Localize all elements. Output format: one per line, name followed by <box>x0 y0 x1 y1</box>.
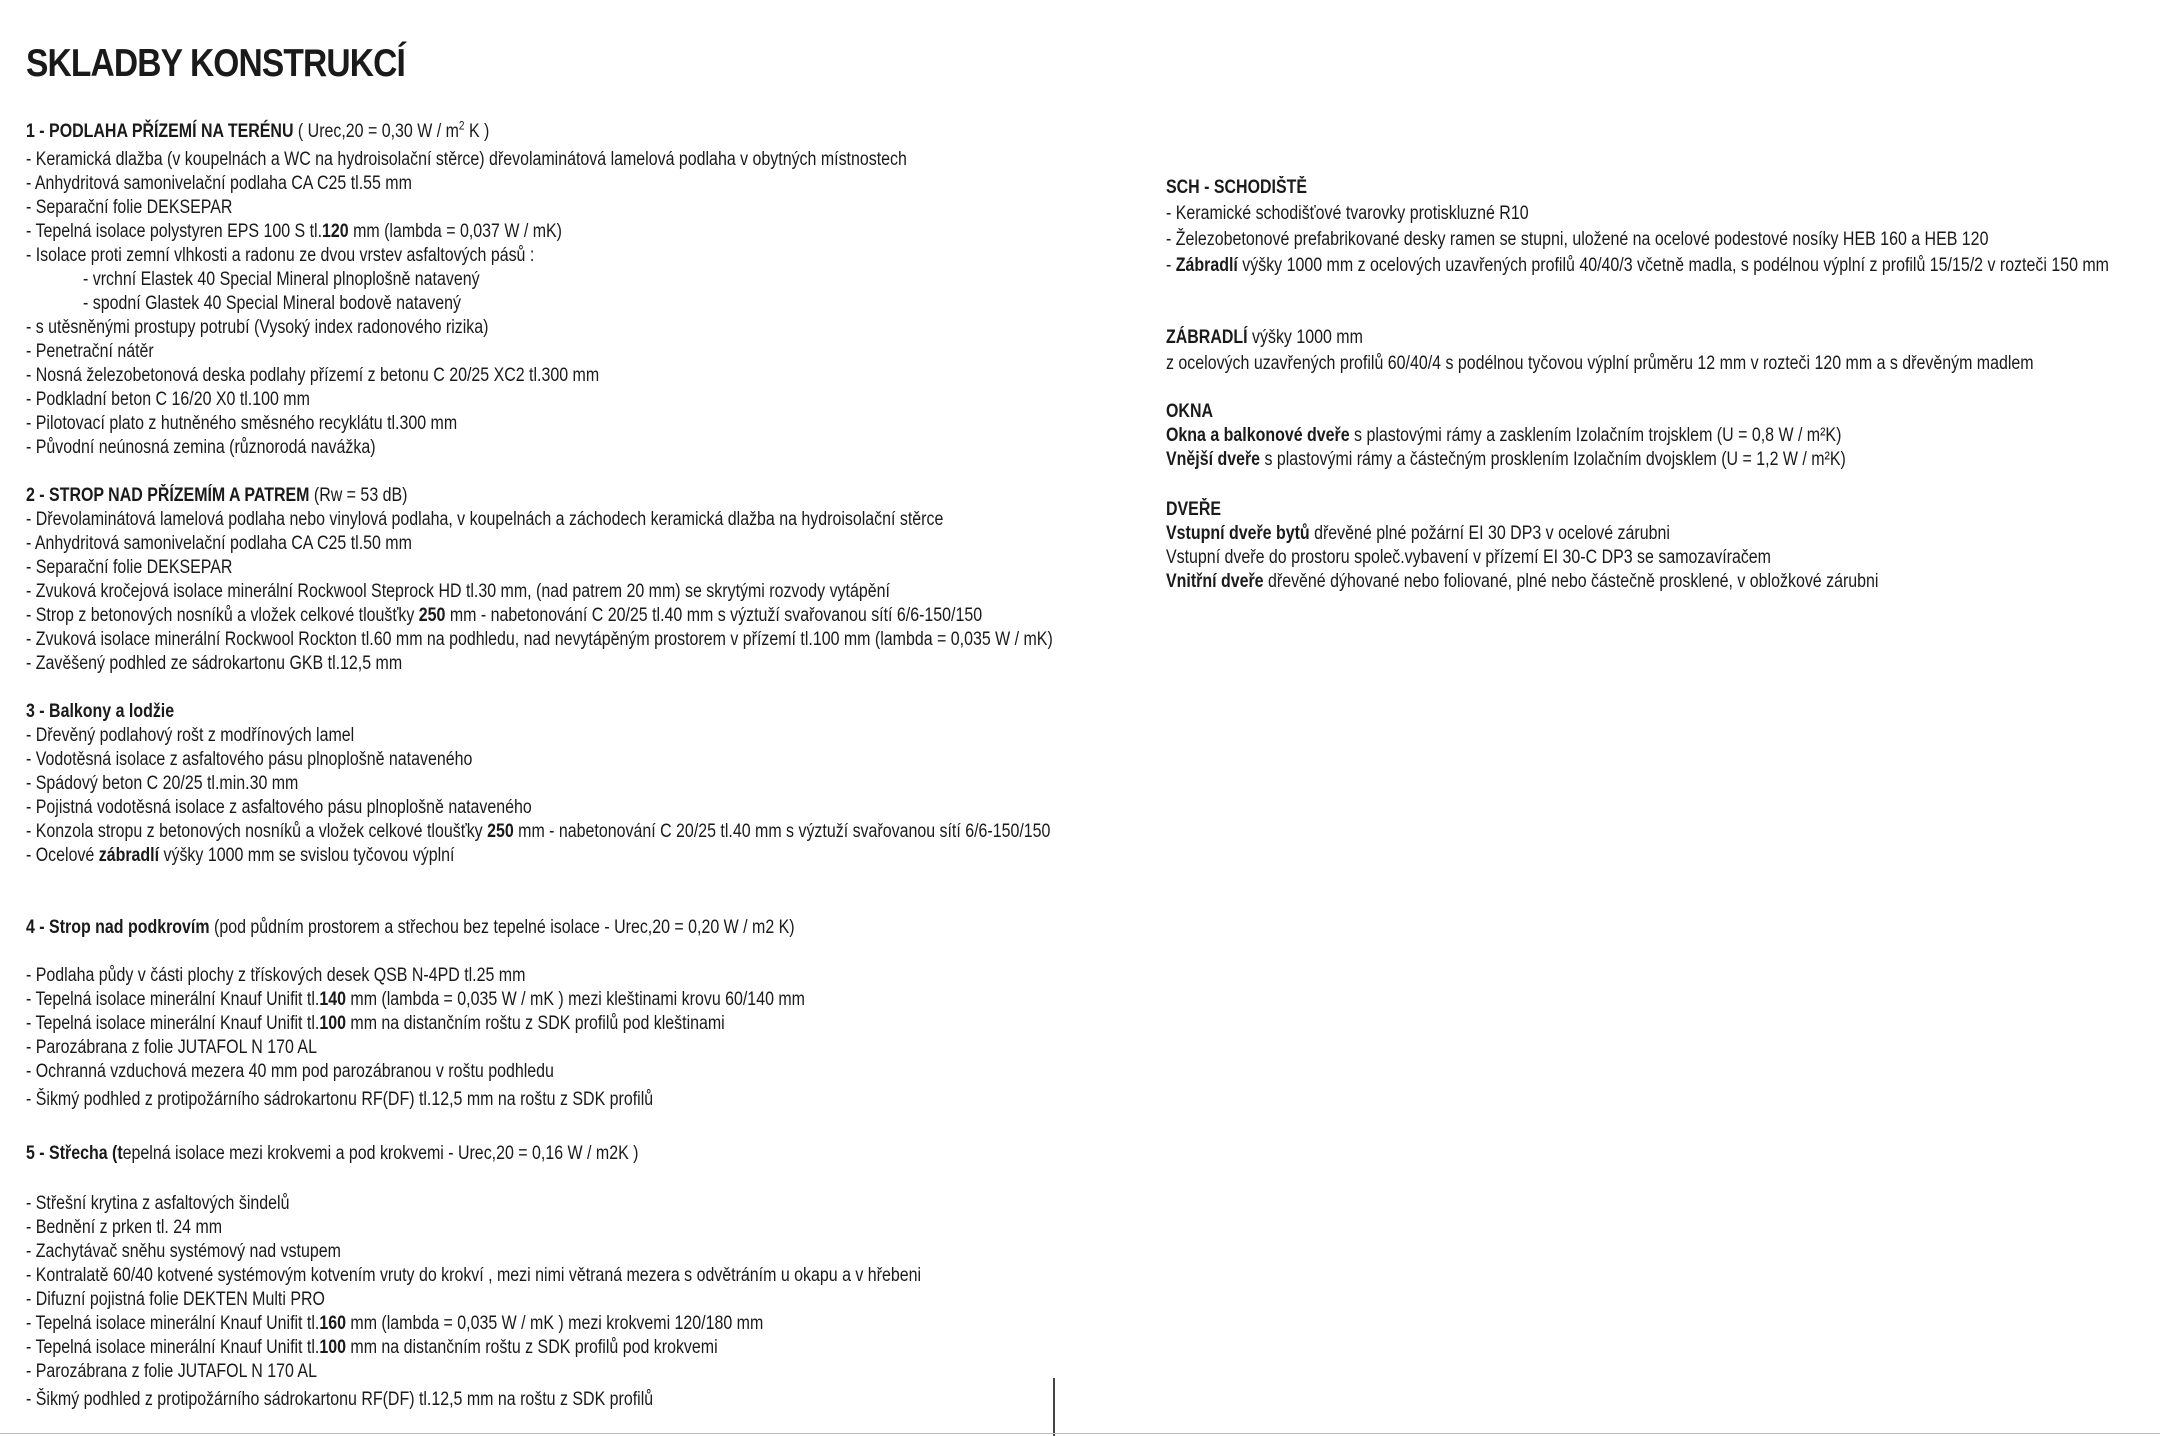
spec-line <box>26 316 488 340</box>
bold-text: 250 <box>418 605 446 626</box>
text-run: výšky 1000 mm <box>1247 327 1363 348</box>
spec-line <box>26 412 457 436</box>
spec-line <box>26 1060 554 1084</box>
spec-line <box>26 1388 653 1412</box>
text-run: K ) <box>464 121 490 142</box>
spec-line <box>26 1012 725 1036</box>
spec-line-right <box>1166 570 1878 594</box>
text-run: (pod půdním prostorem a střechou bez tepelné isolace - Urec,20 = 0,20 W / m2 K) <box>209 917 795 938</box>
bold-text: Okna a balkonové dveře <box>1166 425 1350 446</box>
spec-line <box>26 1240 341 1264</box>
spec-line <box>26 1216 222 1240</box>
text-run: mm - nabetonování C 20/25 tl.40 mm s výztuží svařovanou sítí 6/6-150/150 <box>513 821 1051 842</box>
spec-line <box>26 820 1050 844</box>
text-run: mm na distančním roštu z SDK profilů pod krokvemi <box>345 1337 718 1358</box>
bold-text: Vnější dveře <box>1166 449 1261 470</box>
spec-line <box>26 1360 317 1384</box>
text-run: - Bednění z prken tl. 24 mm <box>26 1217 223 1238</box>
spec-line <box>26 796 532 820</box>
page-title: SKLADBY KONSTRUKCÍ <box>26 42 405 85</box>
bold-text: 3 - Balkony a lodžie <box>26 701 175 722</box>
text-run: epelná isolace mezi krokvemi a pod krokvemi - Urec,20 = 0,16 W / m2K ) <box>122 1143 639 1164</box>
spec-line <box>26 988 805 1012</box>
text-run: - Šikmý podhled z protipožárního sádrokartonu RF(DF) tl.12,5 mm na roštu z SDK profilů <box>26 1389 654 1410</box>
text-run: - <box>1166 255 1176 276</box>
bold-text: ZÁBRADLÍ <box>1166 327 1248 348</box>
text-run: - Parozábrana z folie JUTAFOL N 170 AL <box>26 1037 317 1058</box>
text-run: - Anhydritová samonivelační podlaha CA C25 tl.55 mm <box>26 173 412 194</box>
text-run: 2 <box>458 118 465 133</box>
text-run: - Podkladní beton C 16/20 X0 tl.100 mm <box>26 389 310 410</box>
bold-text: Vnitřní dveře <box>1166 571 1264 592</box>
text-run: - Zavěšený podhled ze sádrokartonu GKB tl.12,5 mm <box>26 653 403 674</box>
spec-line-right <box>1166 202 1529 226</box>
text-run: - Zvuková isolace minerální Rockwool Rockton tl.60 mm na podhledu, nad nevytápěným prostorem v přízemí tl.100 mm (lambda = 0,035 W / mK) <box>26 629 1053 650</box>
text-run: - Konzola stropu z betonových nosníků a vložek celkové tloušťky <box>26 821 488 842</box>
text-run: - Separační folie DEKSEPAR <box>26 197 233 218</box>
spec-line <box>26 388 310 412</box>
spec-line-right <box>1166 352 2034 376</box>
text-run: - Difuzní pojistná folie DEKTEN Multi PRO <box>26 1289 325 1310</box>
spec-line-right <box>1166 228 1988 252</box>
spec-line-right <box>1166 400 1213 424</box>
text-run: z ocelových uzavřených profilů 60/40/4 s podélnou tyčovou výplní průměru 12 mm v rozteči 120 mm a s dřevěným madlem <box>1166 353 2034 374</box>
bold-text: OKNA <box>1166 401 1214 422</box>
page-bottom-edge <box>0 1433 2160 1434</box>
text-run: (Rw = 53 dB) <box>309 485 408 506</box>
bold-text: 2 - STROP NAD PŘÍZEMÍM A PATREM <box>26 485 310 506</box>
spec-line <box>26 964 525 988</box>
spec-line <box>26 532 412 556</box>
bold-text: 1 - PODLAHA PŘÍZEMÍ NA TERÉNU <box>26 121 294 142</box>
text-run: - Ochranná vzduchová mezera 40 mm pod parozábranou v roštu podhledu <box>26 1061 554 1082</box>
spec-line <box>26 724 354 748</box>
spec-line <box>26 1192 289 1216</box>
text-run: - Šikmý podhled z protipožárního sádrokartonu RF(DF) tl.12,5 mm na roštu z SDK profilů <box>26 1089 654 1110</box>
text-run: mm - nabetonování C 20/25 tl.40 mm s výztuží svařovanou sítí 6/6-150/150 <box>445 605 983 626</box>
text-run: mm (lambda = 0,035 W / mK ) mezi kleštinami krovu 60/140 mm <box>345 989 805 1010</box>
text-run: - Střešní krytina z asfaltových šindelů <box>26 1193 290 1214</box>
spec-line <box>26 1336 718 1360</box>
spec-line <box>26 340 154 364</box>
text-run: - Zachytávač sněhu systémový nad vstupem <box>26 1241 341 1262</box>
spec-line <box>26 172 412 196</box>
text-run: - Zvuková kročejová isolace minerální Rockwool Steprock HD tl.30 mm, (nad patrem 20 mm) se skrytými rozvody vytápění <box>26 581 890 602</box>
bold-text: zábradlí <box>98 845 160 866</box>
text-run: - Isolace proti zemní vlhkosti a radonu ze dvou vrstev asfaltových pásů : <box>26 245 535 266</box>
text-run: s plastovými rámy a zasklením Izolačním trojsklem (U = 0,8 W / m²K) <box>1349 425 1842 446</box>
text-run: - Penetrační nátěr <box>26 341 154 362</box>
spec-line <box>26 1288 325 1312</box>
bold-text: 100 <box>319 1013 346 1034</box>
spec-line <box>26 652 402 676</box>
bold-text: 5 - Střecha (t <box>26 1143 123 1164</box>
spec-line <box>26 556 232 580</box>
text-run: - spodní Glastek 40 Special Mineral bodově natavený <box>83 293 461 314</box>
spec-line <box>26 628 1053 652</box>
spec-line <box>26 1036 317 1060</box>
spec-line-right <box>1166 522 1670 546</box>
spec-line <box>26 580 890 604</box>
spec-line <box>26 196 232 220</box>
text-run: - Strop z betonových nosníků a vložek celkové tloušťky <box>26 605 419 626</box>
bold-text: 140 <box>319 989 346 1010</box>
text-run: - Nosná železobetonová deska podlahy přízemí z betonu C 20/25 XC2 tl.300 mm <box>26 365 600 386</box>
text-run: - Parozábrana z folie JUTAFOL N 170 AL <box>26 1361 317 1382</box>
text-run: - Původní neúnosná zemina (různorodá navážka) <box>26 437 376 458</box>
spec-line <box>26 436 376 460</box>
spec-line <box>26 916 795 940</box>
text-run: - Vodotěsná isolace z asfaltového pásu plnoplošně nataveného <box>26 749 473 770</box>
text-run: - Tepelná isolace minerální Knauf Unifit tl. <box>26 1013 320 1034</box>
spec-line <box>26 148 907 172</box>
vertical-rule <box>1053 1378 1055 1436</box>
text-run: - Anhydritová samonivelační podlaha CA C25 tl.50 mm <box>26 533 412 554</box>
text-run: s plastovými rámy a částečným prosklením Izolačním dvojsklem (U = 1,2 W / m²K) <box>1260 449 1846 470</box>
spec-line <box>26 508 943 532</box>
spec-line <box>26 120 489 144</box>
text-run: - Dřevěný podlahový rošt z modřínových lamel <box>26 725 355 746</box>
text-run: - Keramické schodišťové tvarovky protiskluzné R10 <box>1166 203 1529 224</box>
text-run: dřevěné dýhované nebo foliované, plné nebo částečně prosklené, v obložkové zárubni <box>1263 571 1879 592</box>
bold-text: 4 - Strop nad podkrovím <box>26 917 210 938</box>
text-run: mm na distančním roštu z SDK profilů pod kleštinami <box>345 1013 725 1034</box>
spec-line-right <box>1166 546 1771 570</box>
spec-line <box>26 364 599 388</box>
text-run: výšky 1000 mm z ocelových uzavřených profilů 40/40/3 včetně madla, s podélnou výplní z profilů 15/15/2 v rozteči 150 mm <box>1237 255 2109 276</box>
bold-text: DVEŘE <box>1166 499 1221 520</box>
text-run: - Dřevolaminátová lamelová podlaha nebo vinylová podlaha, v koupelnách a záchodech keramická dlažba na hydroisolační stěrce <box>26 509 944 530</box>
text-run: - vrchní Elastek 40 Special Mineral plnoplošně natavený <box>83 269 480 290</box>
bold-text: 120 <box>322 221 349 242</box>
text-run: ( Urec,20 = 0,30 W / m <box>293 121 459 142</box>
spec-line <box>26 1312 763 1336</box>
spec-line <box>26 844 454 868</box>
spec-line <box>26 1264 921 1288</box>
text-run: - Tepelná isolace minerální Knauf Unifit tl. <box>26 989 320 1010</box>
spec-line-right <box>1166 448 1846 472</box>
text-run: - s utěsněnými prostupy potrubí (Vysoký index radonového rizika) <box>26 317 489 338</box>
spec-line <box>26 244 534 268</box>
spec-line <box>26 604 982 628</box>
text-run: - Tepelná isolace minerální Knauf Unifit tl. <box>26 1337 320 1358</box>
bold-text: Vstupní dveře bytů <box>1166 523 1310 544</box>
spec-line <box>26 700 174 724</box>
text-run: - Pojistná vodotěsná isolace z asfaltového pásu plnoplošně nataveného <box>26 797 532 818</box>
text-run: mm (lambda = 0,037 W / mK) <box>348 221 562 242</box>
spec-line <box>26 1142 638 1166</box>
spec-line <box>26 484 407 508</box>
spec-line-right <box>1166 424 1841 448</box>
text-run: - Ocelové <box>26 845 99 866</box>
spec-line <box>83 292 461 316</box>
text-run: - Kontralatě 60/40 kotvené systémovým kotvením vruty do krokví , mezi nimi větraná mezera s odvětráním u okapu a v hřebeni <box>26 1265 922 1286</box>
spec-line <box>26 772 298 796</box>
spec-line <box>83 268 480 292</box>
text-run: dřevěné plné požární EI 30 DP3 v ocelové zárubni <box>1309 523 1670 544</box>
spec-line-right <box>1166 326 1363 350</box>
text-run: výšky 1000 mm se svislou tyčovou výplní <box>159 845 455 866</box>
text-run: - Tepelná isolace minerální Knauf Unifit tl. <box>26 1313 320 1334</box>
text-run: - Separační folie DEKSEPAR <box>26 557 233 578</box>
bold-text: 250 <box>487 821 514 842</box>
spec-line-right <box>1166 254 2109 278</box>
bold-text: 160 <box>319 1313 346 1334</box>
bold-text: Zábradlí <box>1175 255 1238 276</box>
spec-line <box>26 1088 653 1112</box>
text-run: - Železobetonové prefabrikované desky ramen se stupni, uložené na ocelové podestové nosíky HEB 160 a HEB 120 <box>1166 229 1989 250</box>
text-run: mm (lambda = 0,035 W / mK ) mezi krokvemi 120/180 mm <box>345 1313 764 1334</box>
spec-line-right <box>1166 176 1307 200</box>
text-run: - Podlaha půdy v části plochy z třískových desek QSB N-4PD tl.25 mm <box>26 965 526 986</box>
spec-line <box>26 748 472 772</box>
spec-line-right <box>1166 498 1221 522</box>
spec-line <box>26 220 562 244</box>
bold-text: SCH - SCHODIŠTĚ <box>1166 177 1308 198</box>
text-run: - Spádový beton C 20/25 tl.min.30 mm <box>26 773 299 794</box>
text-run: - Pilotovací plato z hutněného směsného recyklátu tl.300 mm <box>26 413 458 434</box>
text-run: - Keramická dlažba (v koupelnách a WC na hydroisolační stěrce) dřevolaminátová lamelová podlaha v obytných místnostech <box>26 149 907 170</box>
text-run: Vstupní dveře do prostoru společ.vybavení v přízemí EI 30-C DP3 se samozavíračem <box>1166 547 1771 568</box>
bold-text: 100 <box>319 1337 346 1358</box>
text-run: - Tepelná isolace polystyren EPS 100 S tl. <box>26 221 323 242</box>
